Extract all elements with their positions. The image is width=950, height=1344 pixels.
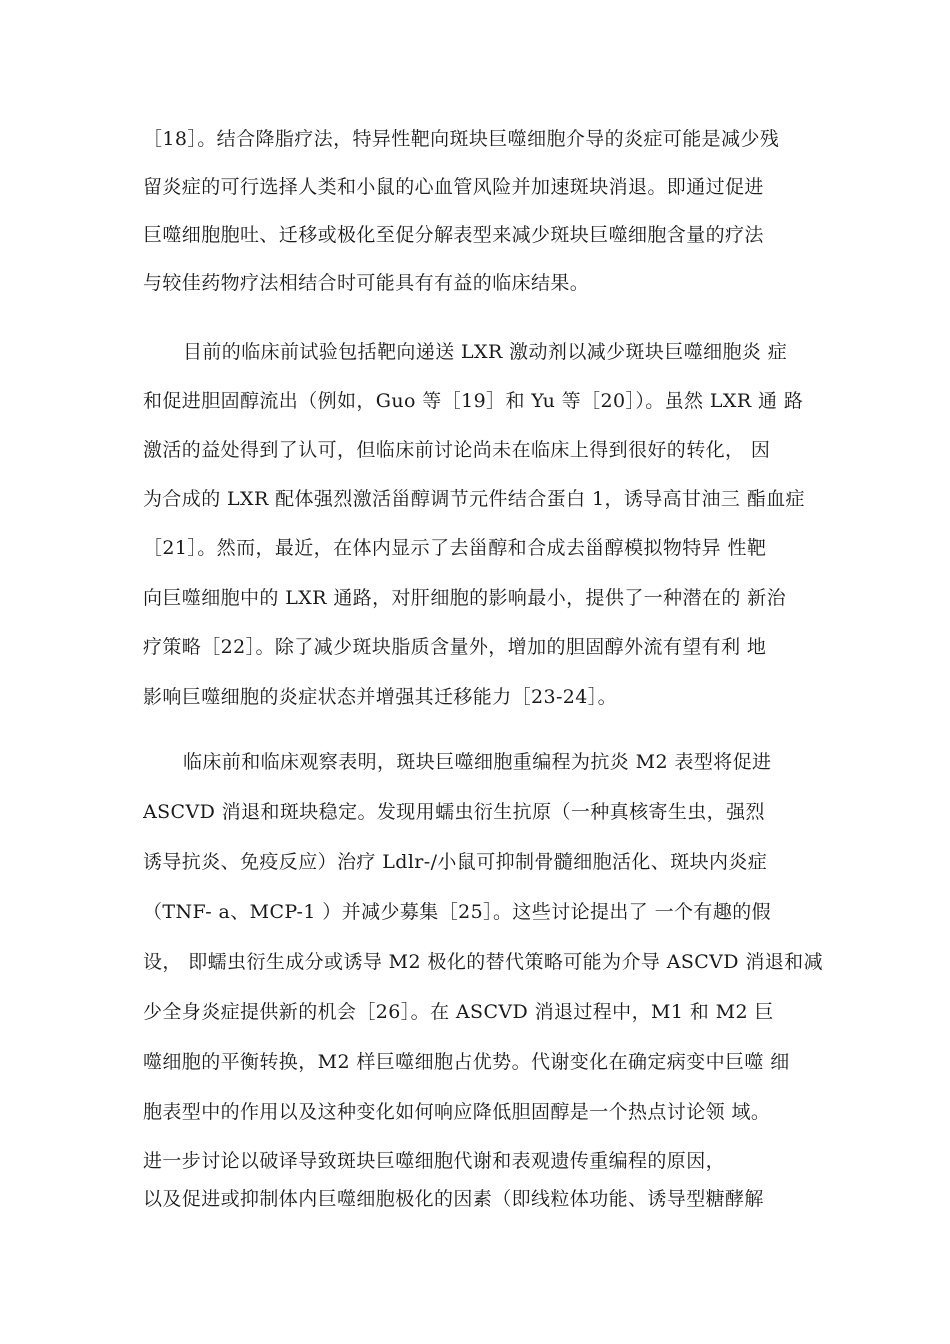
text-line-21: 进一步讨论以破译导致斑块巨噬细胞代谢和表观遗传重编程的原因， — [143, 1150, 726, 1172]
text-line-4: 与较佳药物疗法相结合时可能具有有益的临床结果。 — [143, 272, 590, 294]
text-line-5: 目前的临床前试验包括靶向递送 LXR 激动剂以减少斑块巨噬细胞炎 症 — [183, 341, 788, 363]
text-line-10: 向巨噬细胞中的 LXR 通路，对肝细胞的影响最小，提供了一种潜在的 新治 — [143, 587, 786, 609]
text-line-11: 疗策略［22］。除了减少斑块脂质含量外，增加的胆固醇外流有望有利 地 — [143, 636, 767, 658]
text-line-14: ASCVD 消退和斑块稳定。发现用蠕虫衍生抗原（一种真核寄生虫，强烈 — [143, 801, 765, 823]
text-line-9: ［21］。然而，最近，在体内显示了去甾醇和合成去甾醇模拟物特异 性靶 — [143, 537, 767, 559]
text-line-7: 激活的益处得到了认可，但临床前讨论尚未在临床上得到很好的转化， 因 — [143, 439, 771, 461]
text-line-20: 胞表型中的作用以及这种变化如何响应降低胆固醇是一个热点讨论领 域。 — [143, 1101, 771, 1123]
text-line-19: 噬细胞的平衡转换，M2 样巨噬细胞占优势。代谢变化在确定病变中巨噬 细 — [143, 1051, 790, 1073]
text-line-1: ［18］。结合降脂疗法，特异性靶向斑块巨噬细胞介导的炎症可能是减少残 — [143, 128, 780, 150]
text-line-22: 以及促进或抑制体内巨噬细胞极化的因素（即线粒体功能、诱导型糖酵解 — [143, 1188, 764, 1210]
text-line-17: 设， 即蠕虫衍生成分或诱导 M2 极化的替代策略可能为介导 ASCVD 消退和减 — [143, 951, 823, 973]
text-line-13: 临床前和临床观察表明，斑块巨噬细胞重编程为抗炎 M2 表型将促进 — [183, 751, 772, 773]
text-line-8: 为合成的 LXR 配体强烈激活甾醇调节元件结合蛋白 1，诱导高甘油三 酯血症 — [143, 488, 805, 510]
text-line-12: 影响巨噬细胞的炎症状态并增强其迁移能力［23-24］。 — [143, 686, 618, 708]
text-line-6: 和促进胆固醇流出（例如，Guo 等［19］和 Yu 等［20］）。虽然 LXR 通 路 — [143, 390, 804, 412]
text-line-16: （TNF- a、MCP-1 ）并减少募集［25］。这些讨论提出了 一个有趣的假 — [143, 901, 772, 923]
text-line-15: 诱导抗炎、免疫反应）治疗 Ldlr-/小鼠可抑制骨髓细胞活化、斑块内炎症 — [143, 851, 768, 873]
text-line-3: 巨噬细胞胞吐、迁移或极化至促分解表型来减少斑块巨噬细胞含量的疗法 — [143, 224, 764, 246]
text-line-2: 留炎症的可行选择人类和小鼠的心血管风险并加速斑块消退。即通过促进 — [143, 176, 764, 198]
text-line-18: 少全身炎症提供新的机会［26］。在 ASCVD 消退过程中，M1 和 M2 巨 — [143, 1001, 774, 1023]
